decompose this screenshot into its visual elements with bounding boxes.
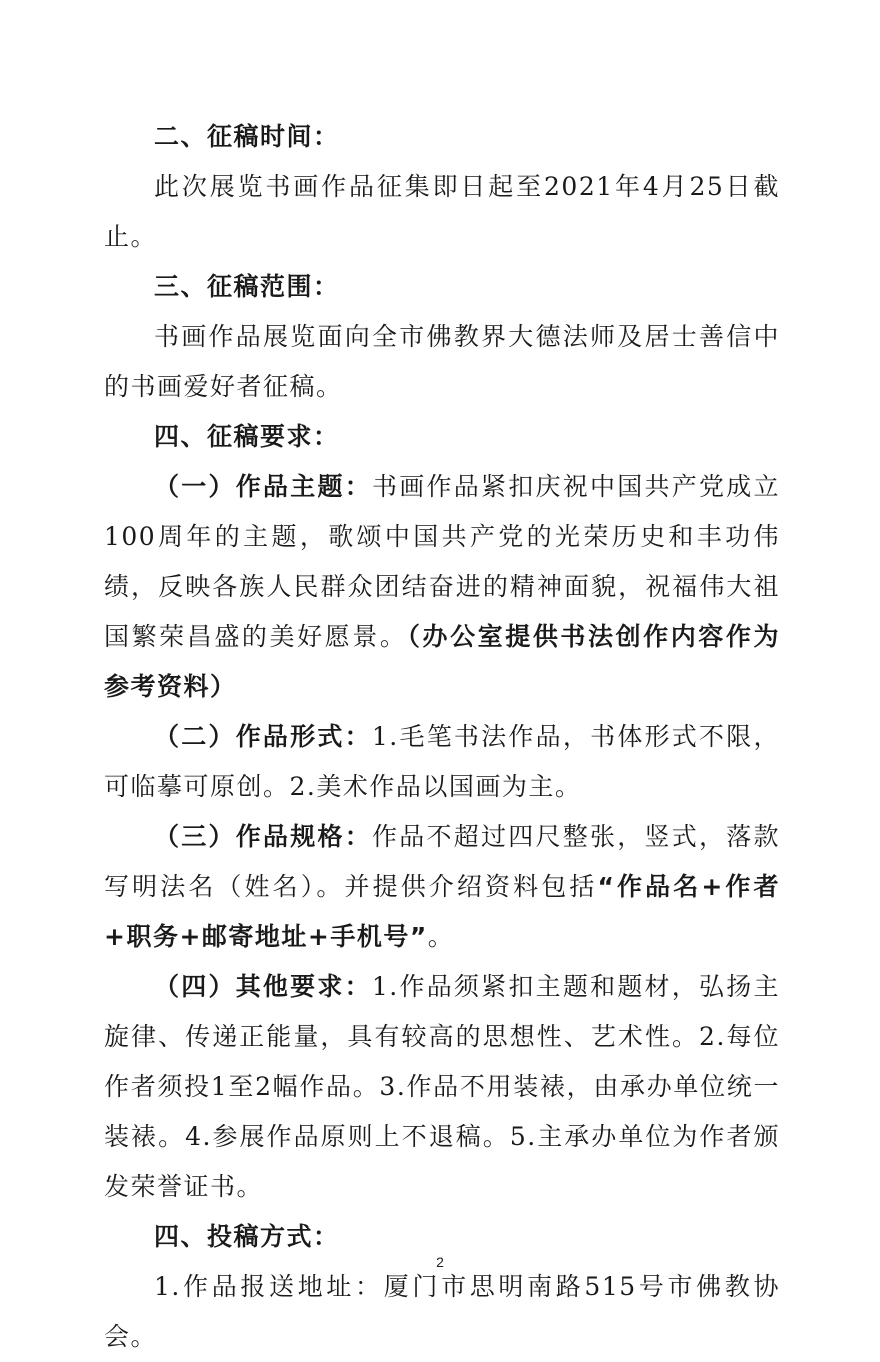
page-number: 2 [436,1254,444,1270]
paragraph-scope: 书画作品展览面向全市佛教界大德法师及居士善信中的书画爱好者征稿。 [104,322,780,401]
spec-text: 作品不超过四尺整张，竖式，落款写明法名（姓名）。并提供介绍资料包括 [104,822,780,901]
paragraph-form [104,712,780,812]
paragraph-other [104,962,780,1212]
subheading-other: （四）其他要求： [154,972,372,1001]
theme-note: （办公室提供书法创作内容作为参考资料） [104,622,780,701]
section-heading-time: 二、征稿时间： [154,122,340,151]
section-heading-submission: 四、投稿方式： [154,1222,340,1251]
subheading-spec: （三）作品规格： [154,822,372,851]
section-heading-scope: 三、征稿范围： [154,272,340,301]
document-body [104,112,780,1362]
paragraph-submission-address: 1.作品报送地址：厦门市思明南路515号市佛教协会。 [104,1272,780,1351]
paragraph-theme [104,462,780,712]
paragraph-spec [104,812,780,962]
theme-text: 书画作品紧扣庆祝中国共产党成立100周年的主题，歌颂中国共产党的光荣历史和丰功伟绩，反映各族人民群众团结奋进的精神面貌，祝福伟大祖国繁荣昌盛的美好愿景。 [104,472,780,651]
spec-highlight: “作品名+作者+职务+邮寄地址+手机号” [104,872,780,951]
spec-tail: 。 [427,922,455,951]
form-text: 1.毛笔书法作品，书体形式不限，可临摹可原创。2.美术作品以国画为主。 [104,722,780,801]
section-heading-requirements: 四、征稿要求： [154,422,340,451]
subheading-form: （二）作品形式： [154,722,372,751]
subheading-theme: （一）作品主题： [154,472,372,501]
other-text: 1.作品须紧扣主题和题材，弘扬主旋律、传递正能量，具有较高的思想性、艺术性。2.每位作者须投1至2幅作品。3.作品不用装裱，由承办单位统一装裱。4.参展作品原则上不退稿。5.主承办单位为作者颁发荣誉证书。 [104,972,780,1201]
paragraph-time: 此次展览书画作品征集即日起至2021年4月25日截止。 [104,172,780,251]
